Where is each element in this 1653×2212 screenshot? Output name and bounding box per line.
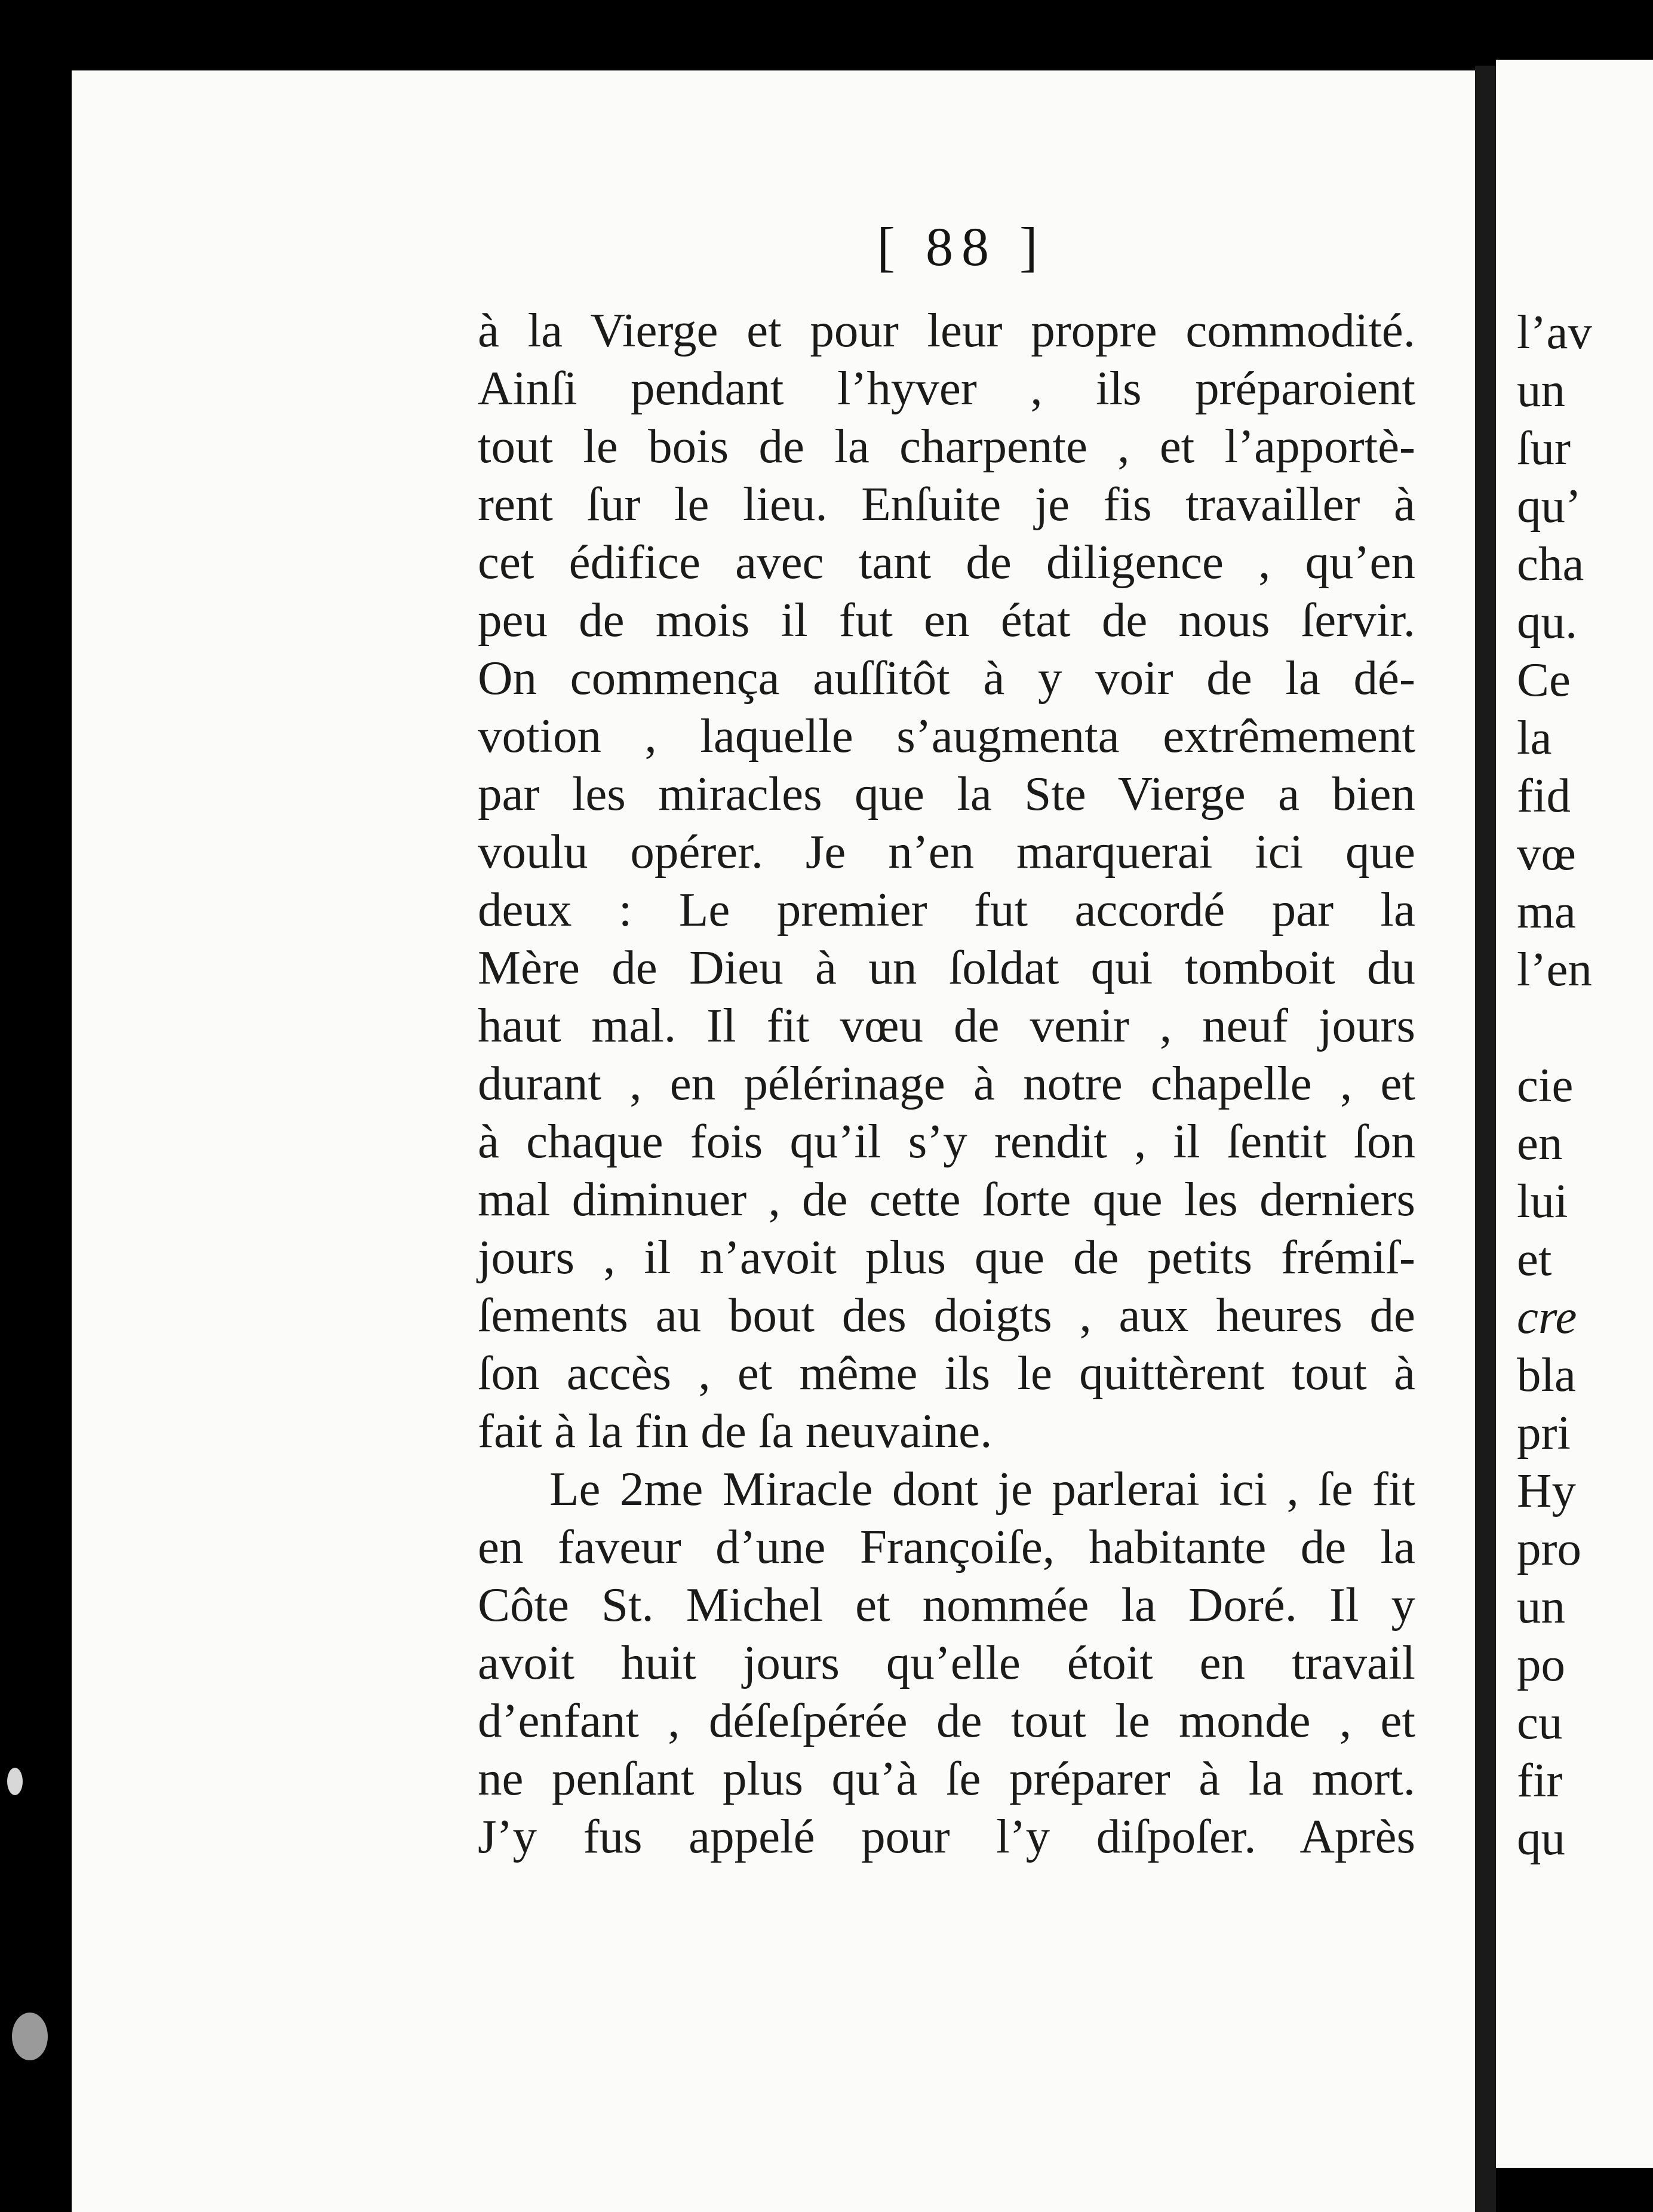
facing-line: fid bbox=[1517, 769, 1571, 822]
facing-line: ſur bbox=[1517, 421, 1571, 475]
text-line: durant , en pélérinage à notre chapelle , et bbox=[478, 1056, 1415, 1110]
facing-line: l’en bbox=[1517, 942, 1592, 996]
scan-speck bbox=[12, 2013, 48, 2060]
text-line: à chaque fois qu’il s’y rendit , il ſentit ſon bbox=[478, 1114, 1415, 1168]
facing-line: en bbox=[1517, 1116, 1563, 1170]
text-line: tout le bois de la charpente , et l’apportè- bbox=[478, 419, 1415, 473]
facing-line: qu’ bbox=[1517, 479, 1581, 533]
facing-gap bbox=[1517, 999, 1653, 1056]
text-line: jours , il n’avoit plus que de petits frémiſ- bbox=[478, 1230, 1415, 1284]
text-line: ne penſant plus qu’à ſe préparer à la mort. bbox=[478, 1752, 1415, 1805]
text-line: On commença auſſitôt à y voir de la dé- bbox=[478, 651, 1415, 705]
text-line: Ainſi pendant l’hyver , ils préparoient bbox=[478, 361, 1415, 415]
facing-line: vœ bbox=[1517, 827, 1576, 880]
body-text bbox=[478, 302, 1415, 1866]
facing-line: po bbox=[1517, 1638, 1565, 1691]
facing-page-text bbox=[1517, 303, 1653, 1867]
text-line: ſements au bout des doigts , aux heures de bbox=[478, 1288, 1415, 1342]
text-line: mal diminuer , de cette ſorte que les derniers bbox=[478, 1172, 1415, 1226]
text-line: voulu opérer. Je n’en marquerai ici que bbox=[478, 825, 1415, 878]
facing-line: pro bbox=[1517, 1522, 1581, 1575]
facing-line: un bbox=[1517, 1580, 1565, 1633]
text-line: rent ſur le lieu. Enſuite je fis travailler à bbox=[478, 477, 1415, 531]
text-line: fait à la fin de ſa neuvaine. bbox=[478, 1404, 993, 1458]
text-line: peu de mois il fut en état de nous ſervir. bbox=[478, 593, 1415, 647]
text-line: cet édifice avec tant de diligence , qu’en bbox=[478, 535, 1415, 589]
book-spine bbox=[1475, 66, 1496, 2212]
facing-line: cha bbox=[1517, 537, 1584, 591]
scan-speck bbox=[7, 1768, 23, 1795]
text-line: Côte St. Michel et nommée la Doré. Il y bbox=[478, 1578, 1415, 1632]
text-line: avoit huit jours qu’elle étoit en travail bbox=[478, 1636, 1415, 1689]
facing-line: cie bbox=[1517, 1058, 1574, 1112]
facing-line: fir bbox=[1517, 1753, 1563, 1807]
facing-line: l’av bbox=[1517, 305, 1592, 359]
facing-line: ma bbox=[1517, 884, 1576, 938]
text-line: deux : Le premier fut accordé par la bbox=[478, 883, 1415, 936]
text-line: par les miracles que la Ste Vierge a bien bbox=[478, 767, 1415, 821]
text-line: Mère de Dieu à un ſoldat qui tomboit du bbox=[478, 941, 1415, 994]
facing-line: cu bbox=[1517, 1695, 1563, 1749]
facing-line: lui bbox=[1517, 1174, 1568, 1228]
text-line: haut mal. Il fit vœu de venir , neuf jours bbox=[478, 999, 1415, 1052]
text-line: ſon accès , et même ils le quittèrent tout à bbox=[478, 1346, 1415, 1400]
facing-line: pri bbox=[1517, 1406, 1571, 1460]
text-line: J’y fus appelé pour l’y diſpoſer. Après bbox=[478, 1809, 1415, 1863]
text-line: à la Vierge et pour leur propre commodité. bbox=[478, 303, 1415, 357]
facing-line: la bbox=[1517, 711, 1552, 764]
page-number: [ 88 ] bbox=[877, 216, 1046, 277]
text-line: en faveur d’une Françoiſe, habitante de la bbox=[478, 1520, 1415, 1574]
facing-line: qu. bbox=[1517, 595, 1578, 649]
facing-line: bla bbox=[1517, 1348, 1576, 1402]
text-line: Le 2me Miracle dont je parlerai ici , ſe fit bbox=[549, 1462, 1415, 1516]
facing-line: et bbox=[1517, 1232, 1552, 1286]
facing-line: qu bbox=[1517, 1811, 1565, 1865]
facing-line: un bbox=[1517, 363, 1565, 417]
text-line: votion , laquelle s’augmenta extrêmement bbox=[478, 709, 1415, 763]
facing-line: Hy bbox=[1517, 1464, 1576, 1517]
facing-line: Ce bbox=[1517, 653, 1571, 706]
text-line: d’enfant , déſeſpérée de tout le monde , et bbox=[478, 1694, 1415, 1747]
facing-line: cre bbox=[1517, 1290, 1577, 1344]
